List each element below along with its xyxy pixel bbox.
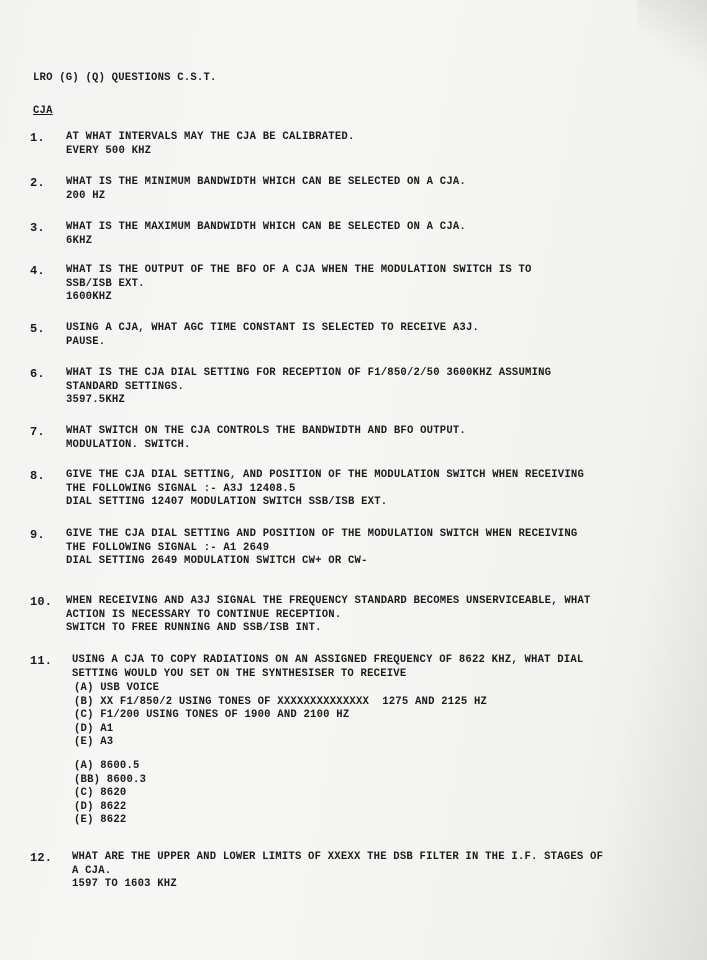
question-number: 6.: [30, 367, 45, 381]
question-number: 11.: [30, 654, 53, 668]
question-10: WHEN RECEIVING AND A3J SIGNAL THE FREQUENCY STANDARD BECOMES UNSERVICEABLE, WHAT ACTION IS NECESSARY TO CONTINUE RECEPTION. SWITCH TO FREE RUNNING AND SSB/ISB INT.: [66, 595, 591, 634]
question-number: 12.: [30, 851, 53, 865]
question-number: 10.: [30, 595, 53, 609]
question-number: 2.: [30, 176, 45, 190]
question-8: GIVE THE CJA DIAL SETTING, AND POSITION OF THE MODULATION SWITCH WHEN RECEIVING THE FOLLOWING SIGNAL :- A3J 12408.5 DIAL SETTING 12407 MODULATION SWITCH SSB/ISB EXT.: [66, 469, 585, 508]
question-2: WHAT IS THE MINIMUM BANDWIDTH WHICH CAN BE SELECTED ON A CJA. 200 HZ: [66, 176, 466, 202]
question-number: 7.: [30, 425, 45, 439]
question-11: USING A CJA TO COPY RADIATIONS ON AN ASSIGNED FREQUENCY OF 8622 KHZ, WHAT DIAL SETTING WOULD YOU SET ON THE SYNTHESISER TO RECEIVE: [72, 654, 584, 680]
question-number: 3.: [30, 221, 45, 235]
question-number: 8.: [30, 469, 45, 483]
page-fold-shadow: [637, 0, 707, 90]
question-9: GIVE THE CJA DIAL SETTING AND POSITION OF THE MODULATION SWITCH WHEN RECEIVING THE FOLLOWING SIGNAL :- A1 2649 DIAL SETTING 2649 MODULATION SWITCH CW+ OR CW-: [66, 528, 578, 567]
question-number: 1.: [30, 131, 45, 145]
question-7: WHAT SWITCH ON THE CJA CONTROLS THE BANDWIDTH AND BFO OUTPUT. MODULATION. SWITCH.: [66, 425, 466, 451]
question-12: WHAT ARE THE UPPER AND LOWER LIMITS OF XXEXX THE DSB FILTER IN THE I.F. STAGES OF A CJA. 1597 TO 1603 KHZ: [72, 851, 604, 890]
question-number: 5.: [30, 322, 45, 336]
question-4: WHAT IS THE OUTPUT OF THE BFO OF A CJA WHEN THE MODULATION SWITCH IS TO SSB/ISB EXT. 1600KHZ: [66, 264, 532, 303]
question-3: WHAT IS THE MAXIMUM BANDWIDTH WHICH CAN BE SELECTED ON A CJA. 6KHZ: [66, 221, 466, 247]
document-title: LRO (G) (Q) QUESTIONS C.S.T.: [33, 72, 217, 84]
question-number: 9.: [30, 528, 45, 542]
section-heading: CJA: [33, 105, 53, 117]
q11-options: (A) USB VOICE (B) XX F1/850/2 USING TONES OF XXXXXXXXXXXXXX 1275 AND 2125 HZ (C) F1/200 USING TONES OF 1900 AND 2100 HZ (D) A1 (E) A3: [74, 682, 488, 748]
question-number: 4.: [30, 264, 45, 278]
q11-answers: (A) 8600.5 (BB) 8600.3 (C) 8620 (D) 8622 (E) 8622: [74, 760, 147, 826]
question-1: AT WHAT INTERVALS MAY THE CJA BE CALIBRATED. EVERY 500 KHZ: [66, 131, 355, 157]
question-6: WHAT IS THE CJA DIAL SETTING FOR RECEPTION OF F1/850/2/50 3600KHZ ASSUMING STANDARD SETTINGS. 3597.5KHZ: [66, 367, 552, 406]
question-5: USING A CJA, WHAT AGC TIME CONSTANT IS SELECTED TO RECEIVE A3J. PAUSE.: [66, 322, 480, 348]
